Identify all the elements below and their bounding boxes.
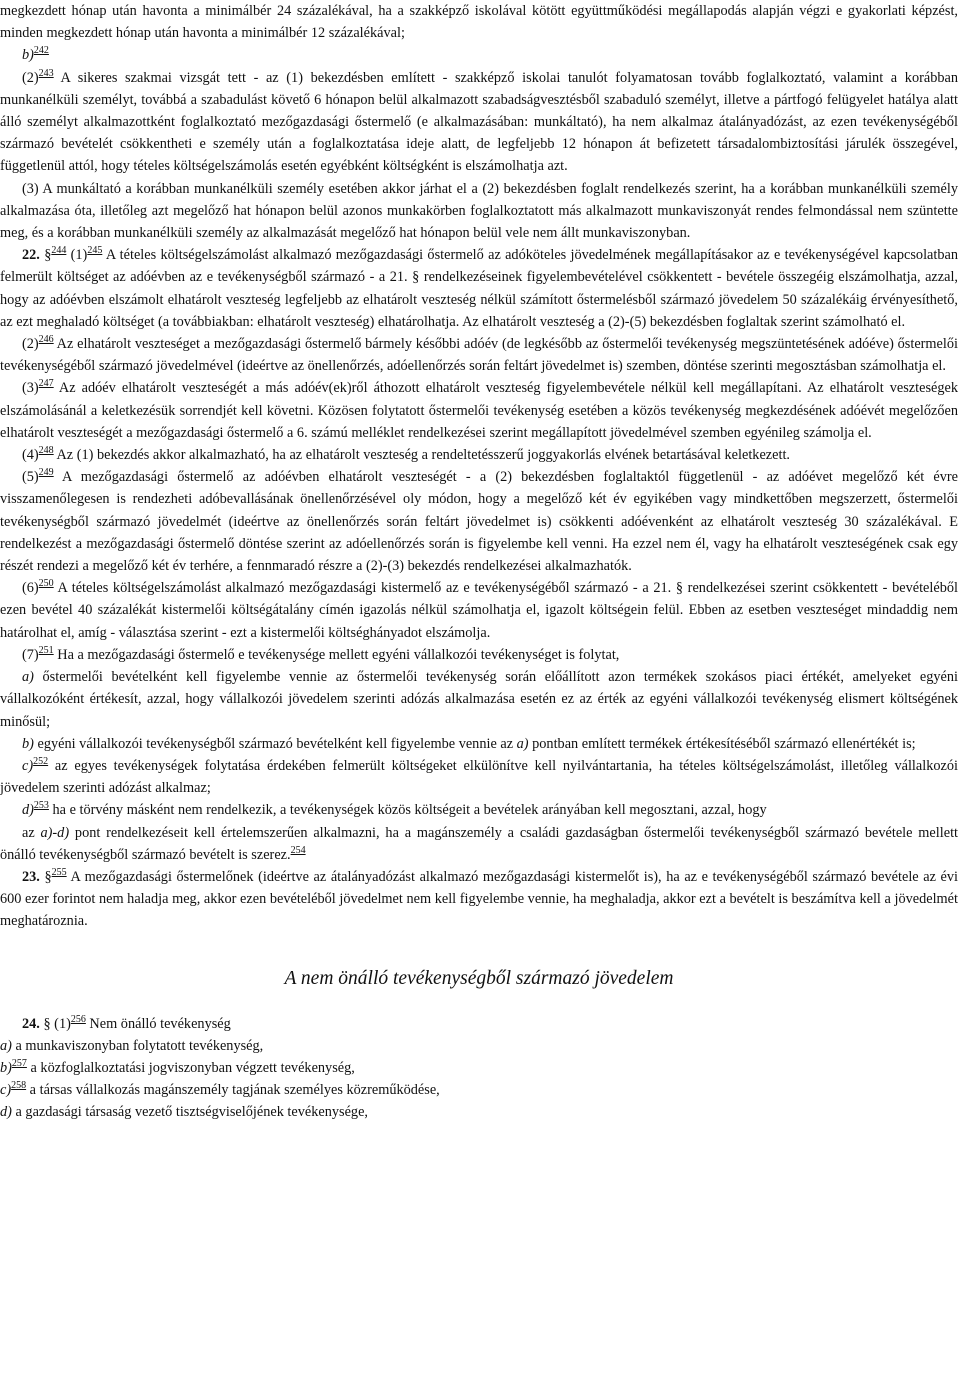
point-label: d) [0, 1104, 12, 1121]
footnote-ref[interactable]: 246 [38, 334, 54, 346]
point-text: pontban említett termékek értékesítéséből származó ellenértékét is; [528, 735, 916, 752]
point-text: pont rendelkezéseit kell értelemszerűen alkalmazni, ha a magánszemély a családi gazdaságban őstermelői tevékenységből származó bevétele mellett önálló tevékenységből származó bevételt is szerez. [0, 824, 959, 863]
paragraph-text: Nem önálló tevékenység [85, 1015, 231, 1032]
point-text: a gazdasági társaság vezető tisztségviselőjének tevékenysége, [11, 1104, 369, 1121]
footnote-ref[interactable]: 256 [70, 1013, 86, 1025]
point-text: a munkaviszonyban folytatott tevékenység, [11, 1037, 264, 1054]
point-text: az egyes tevékenységek folytatása érdekében felmerült költségeket elkülönítve kell nyilvántartania, ha tételes költségelszámolást, illetőleg vállalkozói jövedelem szerinti adózást alkalmaz; [0, 757, 958, 797]
paragraph-22-2 [0, 333, 958, 377]
footnote-ref[interactable]: 257 [11, 1057, 27, 1069]
paragraph-22-3 [0, 377, 958, 444]
paragraph-text: Az (1) bekezdés akkor alkalmazható, ha az elhatárolt veszteség a rendeltetésszerű joggyakorlás elvének betartásával keletkezett. [53, 447, 791, 464]
paragraph-22-5 [0, 466, 958, 577]
point-b [0, 733, 958, 755]
paragraph-label: (3) [22, 380, 39, 397]
paragraph-text: Az elhatárolt veszteséget a mezőgazdasági őstermelő bármely későbbi adóév (de legkésőbb az őstermelői tevékenység megszüntetésének adóéve) őstermelői tevékenységéből származó jövedelmével (ideértve az önellenőrzés, adóellenőrzés során feltárt jövedelmet is) szemben, döntése szerinti megosztásban számolhatja el. [0, 336, 958, 375]
point-label: b) [0, 1059, 12, 1076]
list-item-d [0, 1101, 958, 1123]
paragraph-label: (2) [22, 336, 39, 353]
paragraph-label: (6) [22, 580, 39, 597]
point-label: c) [22, 757, 34, 774]
footnote-ref[interactable]: 250 [38, 578, 54, 590]
paragraph-label: (5) [22, 469, 39, 486]
point-reference: a)-d) [40, 824, 70, 841]
point-a [0, 666, 958, 733]
list-item-c [0, 1079, 958, 1101]
list-item-a [0, 1035, 958, 1057]
section-number: 22. [22, 247, 40, 264]
section-23 [0, 866, 958, 933]
paragraph-text: A mezőgazdasági őstermelő az adóévben elhatárolt veszteségét - a (2) bekezdésben foglaltaktól függetlenül - az adóévet megelőző két évre visszamenőlegesen is rendezheti adóbevallásának önellenőrzésével oly módon, hogy a megelőző két év egyikében vagy mindkettőben megszerzett, őstermelői tevékenységből származó jövedelmét (ideértve az önellenőrzés során feltárt jövedelmet is) csökkenti adóévenként az elhatárolt veszteség 30 százalékával. E rendelkezést a mezőgazdasági őstermelő döntése szerint az adóellenőrzés során is figyelembe kell venni. Ha ezzel nem él, vagy ha elhatárolt veszteségének csak egy részét rendezi a megelőző két év terhére, a fennmaradó részre a (2)-(3) bekezdés rendelkezései alkalmazhatók. [0, 469, 958, 575]
footnote-ref[interactable]: 243 [38, 67, 54, 79]
paragraph-label: (4) [22, 447, 39, 464]
section-22-paragraph-1 [0, 244, 958, 333]
paragraph-text: Az adóév elhatárolt veszteségét a más adóév(ek)ről áthozott elhatárolt veszteség figyelembevétele nélkül kell megállapítani. Az elhatárolt veszteségek elszámolásánál a keletkezésük sorrendjét kell követni. Közösen folytatott őstermelői tevékenység esetében a közös tevékenység megkezdésének adóévét megelőzően elhatárolt veszteségét a mezőgazdasági őstermelő a 6. számú melléklet rendelkezései szerint megállapított jövedelmével szemben egyénileg számolja el. [0, 380, 958, 441]
point-d [0, 799, 958, 821]
paragraph-text: A tételes költségelszámolást alkalmazó mezőgazdasági kistermelő az e tevékenységéből származó - a 21. § rendelkezései szerint csökkentett - bevételéből ezen bevétel 40 százalékát kistermelői költségátalány címén igazolás nélkül számolhatja el, igazolt költségein felül. Ebben az esetben veszteséget mindaddig nem határolhat el, amíg - választása szerint - ezt a kistermelői költséghányadot elszámolja. [0, 580, 958, 641]
point-text: ha e törvény másként nem rendelkezik, a tevékenységek közös költségeit a bevételek arányában kell megosztani, azzal, hogy [48, 802, 767, 819]
paragraph-21-3: (3) A munkáltató a korábban munkanélküli személy esetében akkor járhat el a (2) bekezdésben foglalt rendelkezés szerint, ha a korábban munkanélküli személy alkalmazása óta, illetőleg azt megelőző hat hónapon belül azonos munkakörben foglalkoztatott más alkalmazott munkaviszonyát rendes felmondással nem szüntette meg, és a korábban munkanélküli személy az alkalmazását megelőző hat hónapon belül vele nem állt munkaviszonyban. [0, 180, 958, 242]
footnote-ref[interactable]: 251 [38, 644, 54, 656]
point-label: d) [22, 802, 34, 819]
paragraph-text: Ha a mezőgazdasági őstermelő e tevékenysége mellett egyéni vállalkozói tevékenységet is folytat, [53, 646, 620, 663]
section-symbol: § [44, 868, 52, 885]
point-c [0, 755, 958, 799]
footnote-ref[interactable]: 258 [11, 1080, 27, 1092]
point-label: a) [22, 669, 34, 686]
point-text: a társas vállalkozás magánszemély tagjának személyes közreműködése, [26, 1082, 440, 1099]
paragraph-label: (2) [22, 69, 39, 86]
paragraph-label: (1) [66, 247, 88, 264]
section-symbol: § [43, 1015, 51, 1032]
section-number: 24. [22, 1015, 40, 1032]
point-text: a közfoglalkoztatási jogviszonyban végzett tevékenység, [26, 1059, 355, 1076]
paragraph-continued: megkezdett hónap után havonta a minimálbér 24 százalékával, ha a szakképző iskolával kötött együttműködési megállapodás alapján végzi e gyakorlati képzést, minden megkezdett hónap után havonta a minimálbér 12 százalékával; [0, 3, 958, 42]
list-item-b [0, 1057, 958, 1079]
point-text: egyéni vállalkozói tevékenységből származó bevételként kell figyelembe vennie az [33, 735, 517, 752]
paragraph-text: A sikeres szakmai vizsgát tett - az (1) bekezdésben említett - szakképző iskolai tanulót folyamatosan tovább foglalkoztató, valamint a korábban munkanélküli személyt, továbbá a szabadulást követő 6 hónapon belül alkalmazott szabadságvesztésből szabaduló személyt, illetve a pártfogó felügyelet hatálya alatt álló személyt alkalmazottként foglalkoztató mezőgazdasági őstermelő (e alkalmazásában: munkáltató), ha nem alkalmaz átalányadózást, az ezen tevékenységéből származó bevételét csökkentheti e személy után a foglalkoztatása ideje alatt, de legfeljebb 12 hónapon át befizetett társadalombiztosítási járulék összegével, függetlenül attól, hogy tételes költségelszámolás esetén egyébként költségként is elszámolhatja azt. [0, 69, 958, 175]
point-text: az [22, 824, 41, 841]
paragraph-text: A mezőgazdasági őstermelőnek (ideértve az átalányadózást alkalmazó mezőgazdasági kistermelőt is), ha az e tevékenységéből származó bevétele az évi 600 ezer forintot nem haladja meg, akkor ezen bevételéből jövedelmet nem kell figyelembe vennie, ha meghaladja, akkor ezt a bevételt is beszámítva kell a jövedelmét meghatároznia. [0, 868, 958, 930]
paragraph-22-4 [0, 444, 958, 466]
footnote-ref[interactable]: 254 [290, 844, 306, 856]
footnote-ref[interactable]: 244 [51, 245, 67, 257]
footnote-ref[interactable]: 252 [33, 755, 49, 767]
footnote-ref[interactable]: 248 [38, 445, 54, 457]
paragraph-a-d-closing [0, 822, 958, 866]
footnote-ref[interactable]: 249 [38, 467, 54, 479]
paragraph-label: (1) [50, 1015, 71, 1032]
chapter-heading: A nem önálló tevékenységből származó jövedelem [284, 967, 674, 989]
point-label: a) [0, 1037, 12, 1054]
section-24-paragraph-1 [0, 1013, 958, 1035]
point-label: b) [22, 735, 34, 752]
point-label: c) [0, 1082, 12, 1099]
section-number: 23. [22, 868, 40, 885]
footnote-ref[interactable]: 245 [87, 245, 103, 257]
point-text: őstermelői bevételként kell figyelembe vennie az őstermelői tevékenység során előállított azon termékek szokásos piaci értékét, amelyeket egyéni vállalkozóként értékesít, azzal, hogy vállalkozói jövedelem szerinti adózás alkalmazása esetén ez az érték az egyéni vállalkozói tevékenység elismert költségének minősül; [0, 669, 958, 730]
section-symbol: § [44, 247, 52, 264]
paragraph-22-7 [0, 644, 958, 666]
point-reference: a) [516, 735, 529, 752]
paragraph-label: (7) [22, 646, 39, 663]
paragraph-22-6 [0, 577, 958, 644]
point-b-repealed [0, 44, 958, 66]
footnote-ref[interactable]: 255 [51, 866, 67, 878]
footnote-ref[interactable]: 242 [33, 45, 49, 57]
footnote-ref[interactable]: 253 [33, 800, 49, 812]
footnote-ref[interactable]: 247 [38, 378, 54, 390]
point-label: b) [22, 47, 34, 64]
paragraph-text: A tételes költségelszámolást alkalmazó mezőgazdasági őstermelő az adóköteles jövedelmének megállapításakor az e tevékenységével kapcsolatban felmerült költséget az adóévben az e tevékenységből származó - a 21. § rendelkezéseinek figyelembevételével csökkentett - bevétele összegéig elszámolhatja, azzal, hogy az adóévben elszámolt elhatárolt veszteség legfeljebb az elhatárolt veszteség nélkül számított őstermelésből származó jövedelem 50 százalékáig érvényesíthető, az ezt meghaladó költséget (a továbbiakban: elhatárolt veszteség) elhatárolhatja. Az elhatárolt veszteség a (2)-(5) bekezdésben foglaltak szerint számolható el. [0, 247, 959, 330]
paragraph-21-2 [0, 67, 958, 178]
